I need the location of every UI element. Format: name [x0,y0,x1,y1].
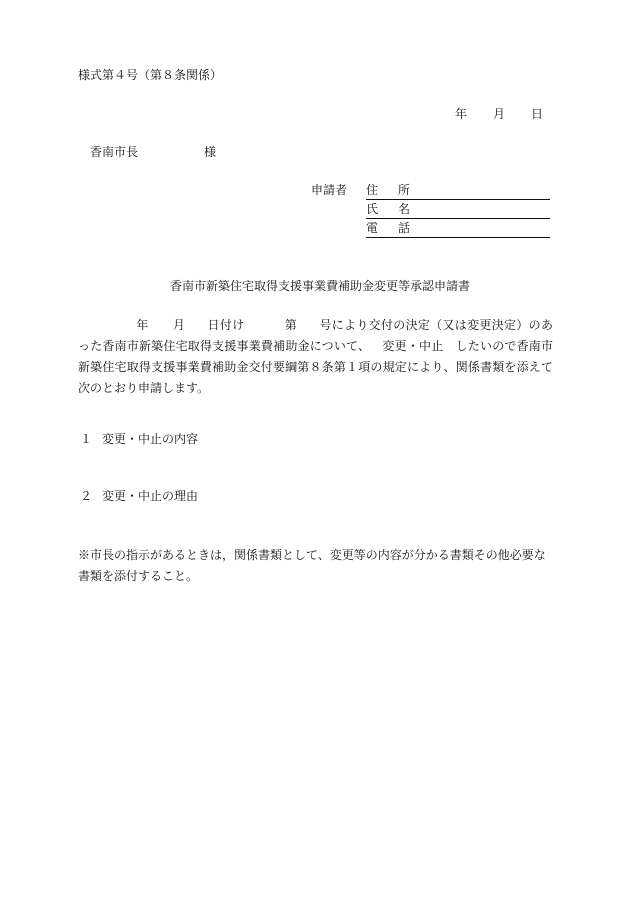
footnote: ※市長の指示があるときは，関係書類として、変更等の内容が分かる書類その他必要な書類を添付すること。 [78,548,546,583]
item-2 [80,490,198,502]
date-day: 日 [531,107,544,121]
address-label-b: 所 [398,183,411,197]
applicant-label: 申請者 [311,183,348,197]
date-line [455,108,543,120]
body-paragraph [78,315,553,399]
item-1-number: １ [80,432,93,446]
form-number: 様式第４号（第８条関係） [78,68,223,82]
body-change-stop: 変更・中止 [382,339,444,353]
date-year: 年 [455,107,468,121]
date-month: 月 [493,107,506,121]
phone-label-a: 電 [366,221,379,235]
body-date-suffix: 日付け [207,318,245,332]
item-2-number: ２ [80,489,93,503]
applicant-address-field [366,184,550,200]
applicant-phone-field [366,222,550,238]
body-text-2: したいので香南市新築住宅取得支援事業費補助金交付要綱第８条第１項の規定により、関係書類を添えて次のとおり申請します。 [78,339,553,395]
address-label-a: 住 [366,183,379,197]
addressee-name: 香南市長 [90,145,139,159]
document-title: 香南市新築住宅取得支援事業費補助金変更等承認申請書 [170,279,471,293]
phone-label-b: 話 [398,221,411,235]
body-year: 年 [136,318,149,332]
item-1 [80,433,198,445]
body-dai: 第 [284,318,298,332]
item-2-label: 変更・中止の理由 [102,489,199,503]
body-text-1: 号により交付の決定（又は変更決定）のあった香南市新築住宅取得支援事業費補助金について、 [78,318,553,353]
body-month: 月 [172,318,186,332]
name-label-a: 氏 [366,202,379,216]
name-label-b: 名 [398,202,411,216]
item-1-label: 変更・中止の内容 [102,432,199,446]
applicant-name-field [366,203,550,219]
addressee-suffix: 様 [204,145,217,159]
